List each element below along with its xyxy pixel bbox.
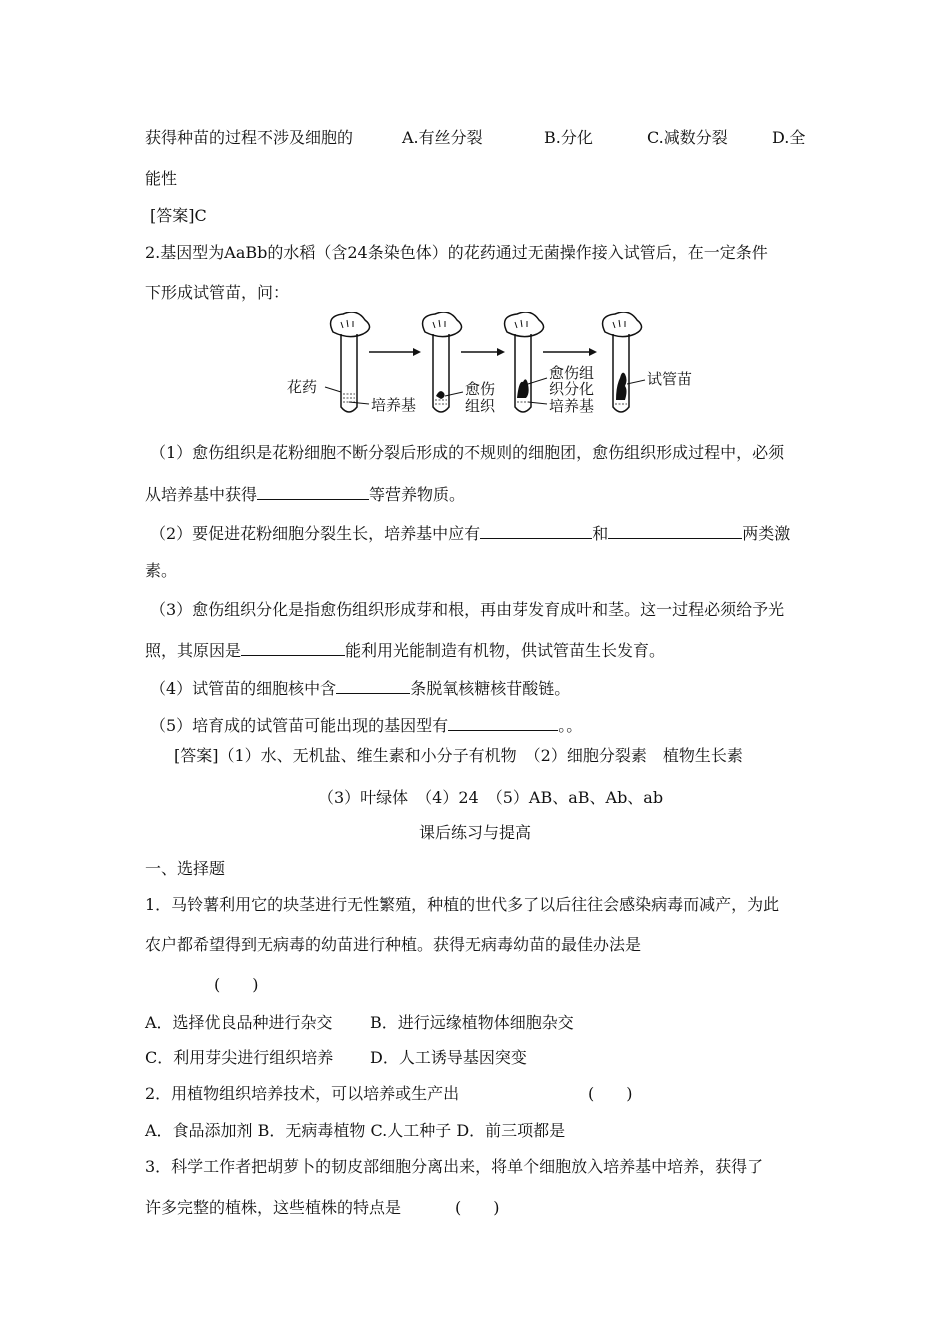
q1-option-b: B.分化 — [544, 128, 593, 147]
q1-stem-line1 — [145, 128, 353, 148]
q2-sub2-line2: 素。 — [145, 561, 178, 580]
q2-sub5-text-post: 。。 — [558, 716, 583, 735]
test-tube-3 — [505, 312, 544, 412]
q1-stem-line2: 能性 — [145, 169, 178, 188]
mc1-option-b[interactable]: B．进行远缘植物体细胞杂交 — [370, 1013, 574, 1032]
answer-blank-4[interactable] — [336, 677, 410, 694]
mc3-answer-paren[interactable]: ( ) — [455, 1198, 500, 1217]
mc1-stem-line2: 农户都希望得到无病毒的幼苗进行种植。获得无病毒幼苗的最佳办法是 — [145, 935, 642, 954]
q1-option-a: A.有丝分裂 — [402, 128, 483, 147]
q2-sub1-line2 — [145, 483, 465, 505]
q2-sub4 — [150, 677, 570, 699]
answer-blank-5[interactable] — [448, 714, 558, 731]
mc1-option-c[interactable]: C．利用芽尖进行组织培养 — [145, 1048, 334, 1067]
q2-answer-line1: [答案]（1）水、无机盐、维生素和小分子有机物 （2）细胞分裂素 植物生长素 — [174, 746, 743, 765]
mc1-option-a[interactable]: A．选择优良品种进行杂交 — [145, 1013, 333, 1032]
q2-sub1-text-pre: 从培养基中获得 — [145, 485, 258, 504]
label-callus-line2: 组织 — [465, 397, 496, 415]
section-title: 课后练习与提高 — [418, 823, 531, 842]
q1-option-c: C.减数分裂 — [647, 128, 728, 147]
q2-sub1-text-post: 等营养物质。 — [369, 485, 466, 504]
label-medium: 培养基 — [371, 396, 417, 414]
mc1-stem-line1: 1．马铃薯利用它的块茎进行无性繁殖，种植的世代多了以后往往会感染病毒而减产，为此 — [145, 895, 780, 914]
test-tube-1 — [331, 312, 370, 412]
q1-option-d: D.全 — [772, 128, 806, 147]
test-tube-culture-figure — [285, 312, 705, 420]
mc1-option-d[interactable]: D．人工诱导基因突变 — [370, 1048, 527, 1067]
q2-sub5-text-pre: （5）培育成的试管苗可能出现的基因型有 — [150, 716, 449, 735]
label-seedling: 试管苗 — [647, 370, 693, 388]
answer-blank-2a[interactable] — [480, 522, 592, 539]
label-anther: 花药 — [287, 378, 318, 396]
q2-stem-line2: 下形成试管苗，问： — [145, 283, 290, 302]
mc2-stem: 2．用植物组织培养技术，可以培养或生产出 — [145, 1084, 460, 1103]
mc3-stem-line1: 3．科学工作者把胡萝卜的韧皮部细胞分离出来，将单个细胞放入培养基中培养，获得了 — [145, 1157, 764, 1176]
q2-sub3-text-post: 能利用光能制造有机物，供试管苗生长发育。 — [345, 641, 666, 660]
answer-blank-2b[interactable] — [608, 522, 742, 539]
q2-sub2-line1 — [150, 522, 790, 544]
q2-sub3-text-pre: 照，其原因是 — [145, 641, 242, 660]
q2-sub3-line2 — [145, 639, 665, 661]
q2-stem-line1: 2.基因型为AaBb的水稻（含24条染色体）的花药通过无菌操作接入试管后，在一定条件 — [145, 243, 768, 262]
mc1-answer-paren[interactable]: ( ) — [214, 975, 259, 994]
test-tube-4 — [603, 312, 642, 412]
q2-sub2-text-mid: 和 — [592, 524, 609, 543]
section-heading: 一、选择题 — [145, 859, 226, 878]
label-callus-line1: 愈伤 — [465, 380, 496, 398]
mc2-answer-paren[interactable]: ( ) — [588, 1084, 633, 1103]
mc3-stem-line2: 许多完整的植株，这些植株的特点是 — [145, 1198, 402, 1217]
q2-sub2-text-post: 两类激 — [742, 524, 791, 543]
label-medium-2: 培养基 — [549, 397, 595, 415]
q1-answer: [答案]C — [150, 206, 207, 225]
q2-sub3-line1: （3）愈伤组织分化是指愈伤组织形成芽和根，再由芽发育成叶和茎。这一过程必须给予光 — [150, 600, 785, 619]
q2-sub5 — [150, 714, 582, 736]
q2-sub1-line1: （1）愈伤组织是花粉细胞不断分裂后形成的不规则的细胞团，愈伤组织形成过程中，必须 — [150, 443, 785, 462]
answer-blank-1[interactable] — [257, 483, 369, 500]
label-differentiation-line1: 愈伤组 — [549, 364, 595, 382]
q2-sub2-text-pre: （2）要促进花粉细胞分裂生长，培养基中应有 — [150, 524, 481, 543]
q2-sub4-text-pre: （4）试管苗的细胞核中含 — [150, 679, 337, 698]
q2-sub4-text-post: 条脱氧核糖核苷酸链。 — [410, 679, 571, 698]
test-tube-2 — [423, 312, 462, 412]
answer-blank-3[interactable] — [241, 639, 345, 656]
mc2-options[interactable]: A．食品添加剂 B．无病毒植物 C.人工种子 D．前三项都是 — [145, 1121, 566, 1140]
label-differentiation-line2: 织分化 — [549, 380, 595, 398]
q2-answer-line2: （3）叶绿体 （4）24 （5）AB、aB、Ab、ab — [318, 788, 664, 807]
q1-stem-text: 获得种苗的过程不涉及细胞的 — [145, 128, 354, 147]
